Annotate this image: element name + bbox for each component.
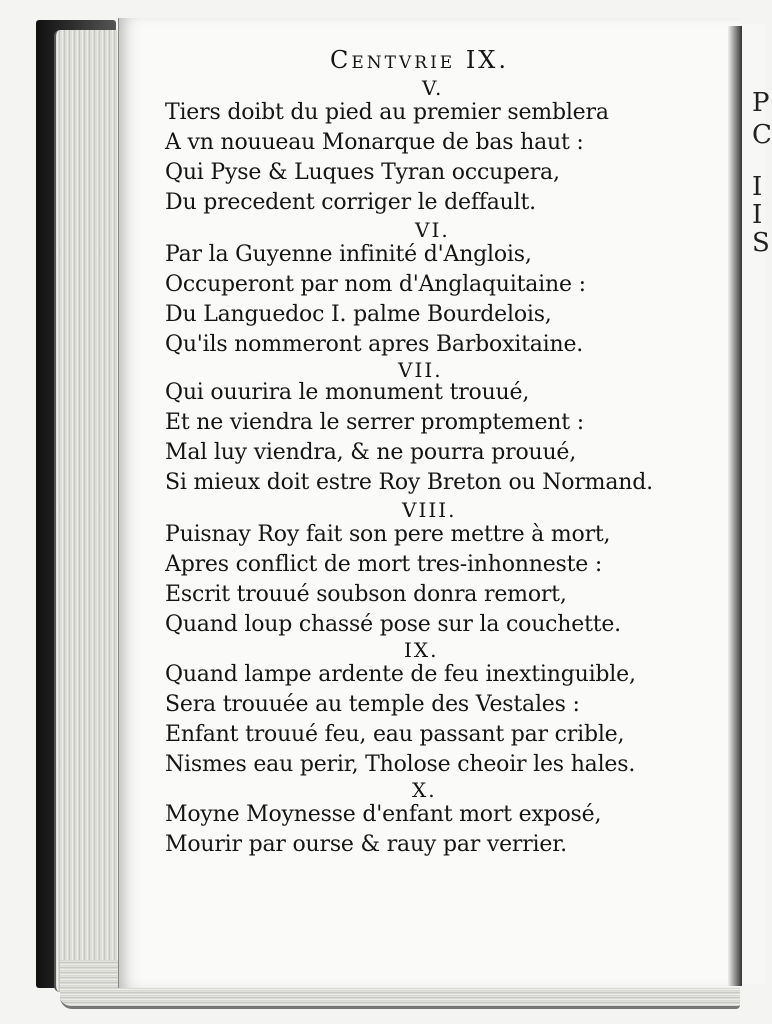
quatrain-numeral: IX. xyxy=(404,638,439,662)
quatrain-numeral: VIII. xyxy=(402,498,457,522)
verse-line: Occuperont par nom d'Anglaquitaine : xyxy=(165,272,586,297)
book-gutter xyxy=(728,26,742,986)
verse-line: A vn nouueau Monarque de bas haut : xyxy=(165,130,584,155)
next-page-fragment: I xyxy=(752,172,763,202)
verse-line: Enfant trouué feu, eau passant par crible, xyxy=(165,722,625,747)
verse-line: Qu'ils nommeront apres Barboxitaine. xyxy=(165,332,584,357)
verse-line: Mourir par ourse & rauy par verrier. xyxy=(165,832,567,857)
verse-line: Quand lampe ardente de feu inextinguible, xyxy=(165,662,636,687)
verse-line: Puisnay Roy fait son pere mettre à mort, xyxy=(165,522,611,547)
verse-line: Qui Pyse & Luques Tyran occupera, xyxy=(165,160,560,185)
next-page-fragment: P xyxy=(752,88,770,118)
next-page-fragment: S xyxy=(752,228,770,258)
verse-line: Escrit trouué soubson donra remort, xyxy=(165,582,567,607)
verse-line: Mal luy viendra, & ne pourra prouué, xyxy=(165,440,577,465)
verse-line: Apres conflict de mort tres-inhonneste : xyxy=(165,552,603,577)
verse-line: Moyne Moynesse d'enfant mort exposé, xyxy=(165,802,602,827)
verse-line: Si mieux doit estre Roy Breton ou Normand. xyxy=(165,470,653,495)
quatrain-numeral: VII. xyxy=(398,358,443,382)
page-header: Centvrie IX. xyxy=(330,46,510,74)
quatrain-numeral: X. xyxy=(412,778,437,802)
verse-line: Et ne viendra le serrer promptement : xyxy=(165,410,584,435)
verse-line: Nismes eau perir, Tholose cheoir les hales. xyxy=(165,752,636,777)
verse-line: Tiers doibt du pied au premier semblera xyxy=(165,100,609,125)
next-page-edge xyxy=(742,24,772,984)
next-page-fragment: C xyxy=(752,120,772,150)
verse-line: Sera trouuée au temple des Vestales : xyxy=(165,692,580,717)
verse-line: Quand loup chassé pose sur la couchette. xyxy=(165,612,621,637)
verse-line: Par la Guyenne infinité d'Anglois, xyxy=(165,242,532,267)
verse-line: Qui ouurira le monument trouué, xyxy=(165,380,530,405)
quatrain-numeral: V. xyxy=(422,76,444,100)
quatrain-numeral: VI. xyxy=(415,218,450,242)
verse-line: Du Languedoc I. palme Bourdelois, xyxy=(165,302,552,327)
verse-line: Du precedent corriger le deffault. xyxy=(165,190,536,215)
next-page-fragment: I xyxy=(752,200,763,230)
page-edges-left xyxy=(54,30,128,992)
